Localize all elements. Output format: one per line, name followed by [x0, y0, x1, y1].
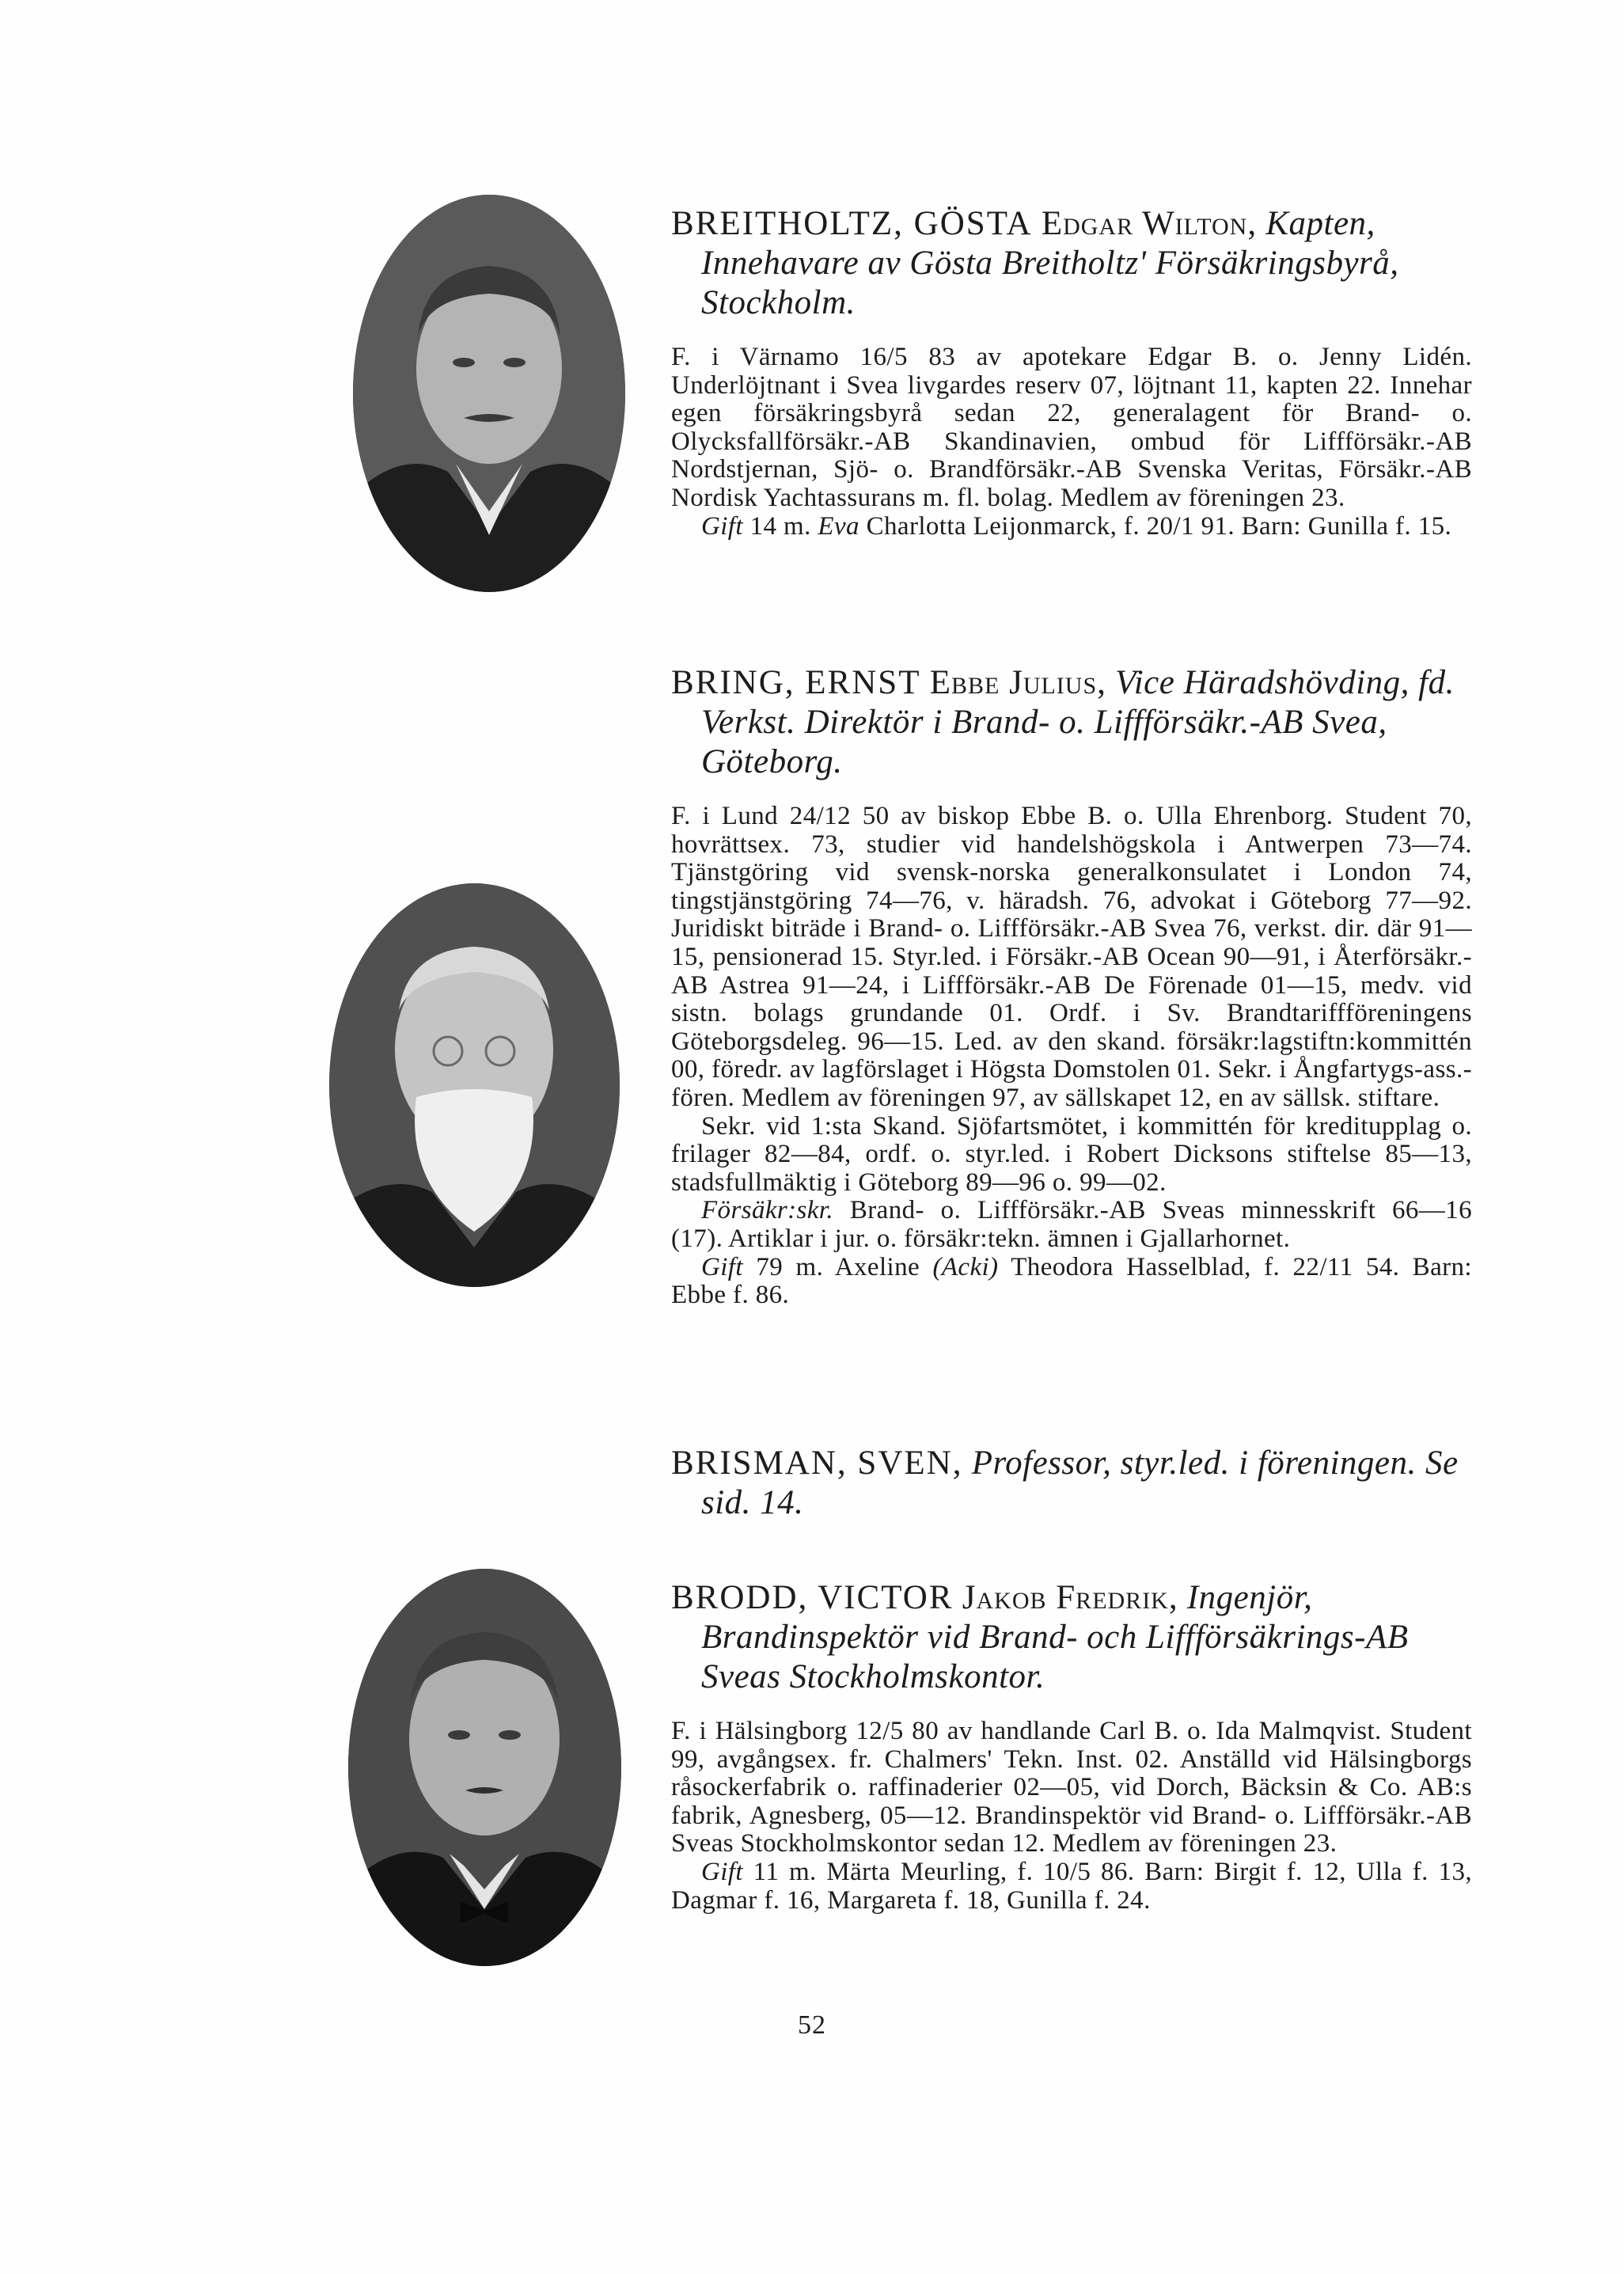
entry-heading: [671, 1444, 1472, 1523]
entry-surname: BRING, ERNST: [671, 664, 921, 701]
entry-writings: Försäkr:skr. Brand- o. Liffförsäkr.-AB Sveas minnesskrift 66—16 (17). Artiklar i jur. o. försäkr:tekn. ämnen i Gjallarhornet.: [671, 1196, 1472, 1253]
entry-body: [671, 1718, 1472, 1915]
entry-paragraph: Sekr. vid 1:sta Skand. Sjöfartsmötet, i kommittén för kreditupplag o. frilager 82—84, ordf. o. styr.led. i Robert Dicksons stiftelse 85—13, stadsfullmäktig i Göteborg 89—96 o. 99—02.: [671, 1111, 1472, 1197]
entry-heading: [671, 1578, 1472, 1697]
entry-given-names: Ebbe Julius,: [929, 664, 1106, 701]
entry-brisman: [671, 1444, 1472, 1543]
entry-marriage: Gift 11 m. Märta Meurling, f. 10/5 86. Barn: Birgit f. 12, Ulla f. 13, Dagmar f. 16, Margareta f. 18, Gunilla f. 24.: [671, 1857, 1472, 1915]
entry-title: Vice Häradshövding, fd. Verkst. Direktör i Brand- o. Liffförsäkr.-AB Svea, Göteborg.: [701, 664, 1455, 780]
entry-title: Ingenjör, Brandinspektör vid Brand- och Liffförsäkrings-AB Sveas Stockholmskontor.: [701, 1579, 1409, 1695]
entry-marriage: Gift 14 m. Eva Charlotta Leijonmarck, f. 20/1 91. Barn: Gunilla f. 15.: [701, 511, 1452, 541]
entry-paragraph: F. i Hälsingborg 12/5 80 av handlande Carl B. o. Ida Malmqvist. Student 99, avgångsex. fr. Chalmers' Tekn. Inst. 02. Anställd vid Hälsingborgs råsockerfabrik o. raffinaderier 02—05, vid Dorch, Bäcksin & Co. AB:s fabrik, Agnesberg, 05—12. Brandinspektör vid Brand- o. Liffförsäkr.-AB Sveas Stockholmskontor sedan 12. Medlem av föreningen 23.: [671, 1717, 1472, 1858]
page-number: 52: [798, 2010, 826, 2040]
portrait-photo-breitholtz: [353, 195, 625, 592]
entry-title: Kapten, Innehavare av Gösta Breitholtz' Försäkringsbyrå, Stockholm.: [701, 205, 1399, 321]
entry-title: Professor, styr.led. i föreningen. Se sid. 14.: [701, 1445, 1459, 1521]
entry-paragraph: F. i Värnamo 16/5 83 av apotekare Edgar B. o. Jenny Lidén. Underlöjtnant i Svea livgardes reserv 07, löjtnant 11, kapten 22. Innehar egen försäkringsbyrå sedan 22, generalagent för Brand- o. Olycksfallförsäkr.-AB Skandinavien, ombud för Liffförsäkr.-AB Nordstjernan, Sjö- o. Brandförsäkr.-AB Svenska Veritas, Försäkr.-AB Nordisk Yachtassurans m. fl. bolag. Medlem av föreningen 23.: [671, 343, 1472, 512]
entry-brodd: [671, 1578, 1472, 1915]
entry-heading: [671, 204, 1472, 323]
entry-surname: BREITHOLTZ, GÖSTA: [671, 205, 1033, 242]
entry-given-names: Edgar Wilton,: [1041, 205, 1258, 242]
entry-surname: BRISMAN, SVEN,: [671, 1445, 963, 1482]
entry-heading: [671, 663, 1472, 782]
entry-bring: [671, 663, 1472, 1310]
portrait-photo-bring: [329, 883, 620, 1287]
entry-body: [671, 344, 1472, 541]
entry-given-names: Jakob Fredrik,: [962, 1579, 1178, 1616]
entry-surname: BRODD, VICTOR: [671, 1579, 954, 1616]
entry-paragraph: F. i Lund 24/12 50 av biskop Ebbe B. o. Ulla Ehrenborg. Student 70, hovrättsex. 73, studier vid handelshögskola i Antwerpen 73—74. Tjänstgöring vid svensk-norska generalkonsulatet i London 74, tingstjänstgöring 74—76, v. häradsh. 76, advokat i Göteborg 77—92. Juridiskt biträde i Brand- o. Liffförsäkr.-AB Svea 76, verkst. dir. där 91—15, pensionerad 15. Styr.led. i Försäkr.-AB Ocean 90—91, i Återförsäkr.-AB Astrea 91—24, i Liffförsäkr.-AB De Förenade 01—15, medv. vid sistn. bolags grundande 01. Ordf. i Sv. Brandtariffföreningens Göteborgsdeleg. 96—15. Led. av den skand. försäkr:lagstiftn:kommittén 00, föredr. av lagförslaget i Högsta Domstolen 01. Sekr. i Ångfartygs-ass.-fören. Medlem av föreningen 97, av sällskapet 12, en av sällsk. stiftare.: [671, 802, 1472, 1112]
entry-body: [671, 803, 1472, 1310]
entry-marriage: Gift 79 m. Axeline (Acki) Theodora Hasselblad, f. 22/11 54. Barn: Ebbe f. 86.: [671, 1252, 1472, 1310]
entry-breitholtz: [671, 204, 1472, 541]
portrait-photo-brodd: [348, 1569, 621, 1966]
